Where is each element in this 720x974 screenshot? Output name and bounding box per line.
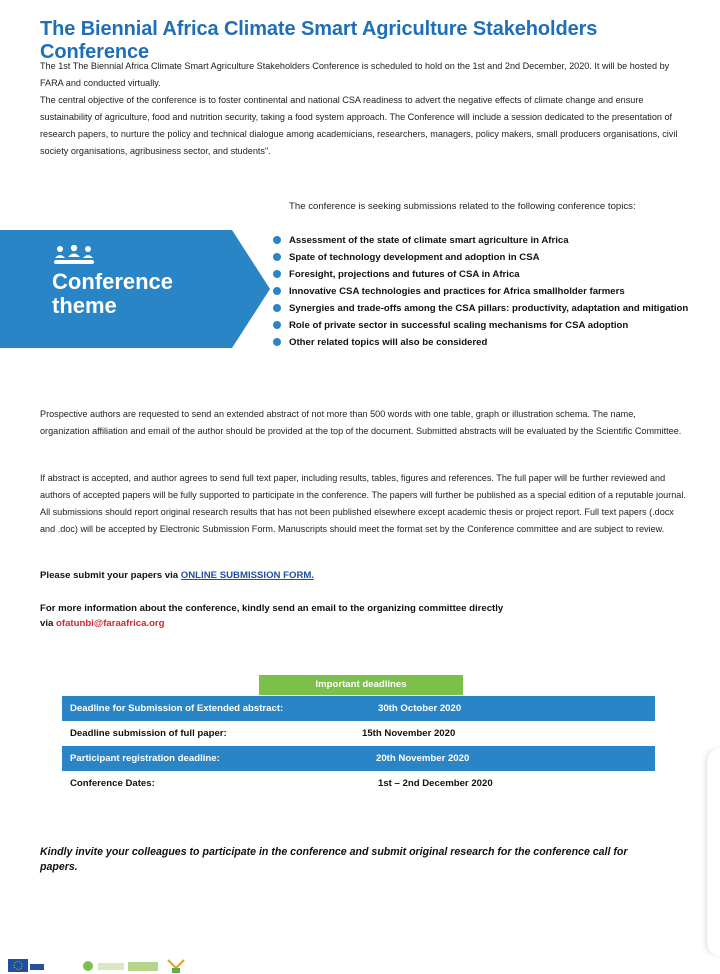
partner-logo-seal	[83, 961, 93, 971]
closing-invitation: Kindly invite your colleagues to participate in the conference and submit original research for the conference call for papers.	[40, 846, 628, 873]
bullet-icon	[273, 270, 281, 278]
bullet-icon	[273, 287, 281, 295]
bullet-icon	[273, 236, 281, 244]
deadlines-table	[62, 696, 655, 796]
contact-prefix: via	[40, 618, 57, 629]
submit-instruction	[40, 570, 314, 581]
bullet-icon	[273, 304, 281, 312]
intro-paragraph-1: The 1st The Biennial Africa Climate Smart Agriculture Stakeholders Conference is scheduled to hold on the 1st and 2nd December, 2020. It will be hosted by FARA and conducted virtually.	[40, 61, 670, 88]
theme-title-line-1: Conference	[52, 269, 174, 294]
contact-email-link[interactable]: ofatunbi@faraafrica.org	[56, 618, 165, 629]
theme-title-line-2: theme	[52, 293, 117, 318]
topic-label: Assessment of the state of climate smart agriculture in Africa	[289, 235, 569, 246]
bullet-icon	[273, 338, 281, 346]
list-item	[272, 266, 704, 283]
submission-paragraph-2: If abstract is accepted, and author agrees to send full text paper, including results, tables, figures and references. The full paper will be further reviewed and authors of accepted papers will be fully supported to participate in the conference. The papers will further be published as a special edition of a reputable journal. All submissions should report original research results that has not been published elsewhere except academic thesis or project report. Full text papers (.docx and .doc) will be accepted by Electronic Submission Form. Manuscripts should meet the format set by the Conference committee and are subject to review.	[40, 473, 686, 534]
eu-flag-logo	[8, 959, 28, 972]
scroll-edge-panel	[706, 748, 720, 956]
topic-list	[272, 232, 704, 351]
deadline-label: Deadline submission of full paper:	[70, 728, 227, 739]
deadlines-header: Important deadlines	[259, 675, 463, 695]
topic-label: Role of private sector in successful scaling mechanisms for CSA adoption	[289, 320, 629, 331]
conference-theme-title	[52, 270, 173, 318]
table-row	[62, 746, 655, 771]
deadline-value: 20th November 2020	[376, 753, 470, 764]
list-item	[272, 317, 704, 334]
bullet-icon	[273, 253, 281, 261]
theme-intro-text: The conference is seeking submissions related to the following conference topics:	[289, 201, 636, 212]
topic-label: Synergies and trade-offs among the CSA pillars: productivity, adaptation and mitigation	[289, 303, 689, 314]
page-title: The Biennial Africa Climate Smart Agriculture Stakeholders Conference	[40, 18, 598, 63]
deadline-value: 1st – 2nd December 2020	[378, 778, 493, 789]
bullet-icon	[273, 321, 281, 329]
topic-label: Innovative CSA technologies and practices for Africa smallholder farmers	[289, 286, 625, 297]
contact-line: For more information about the conference, kindly send an email to the organizing committee directly	[40, 603, 504, 614]
list-item	[272, 249, 704, 266]
partner-logos	[8, 956, 198, 974]
contact-instruction	[40, 601, 680, 631]
deadline-value: 15th November 2020	[362, 728, 456, 739]
submission-paragraph-1: Prospective authors are requested to send an extended abstract of not more than 500 words with one table, graph or illustration schema. The name, organization affiliation and email of the author should be provided at the top of the document. Submitted abstracts will be evaluated by the Scientific Committee.	[40, 409, 682, 436]
table-row	[62, 771, 655, 796]
deadline-label: Conference Dates:	[70, 778, 155, 789]
list-item	[272, 334, 704, 351]
table-row	[62, 721, 655, 746]
topic-label: Spate of technology development and adoption in CSA	[289, 252, 540, 263]
list-item	[272, 232, 704, 249]
people-group-icon	[52, 245, 96, 267]
online-submission-form-link[interactable]: ONLINE SUBMISSION FORM.	[180, 570, 315, 581]
table-row	[62, 696, 655, 721]
deadline-label: Participant registration deadline:	[70, 753, 220, 764]
list-item	[272, 300, 704, 317]
intro-paragraph-2: The central objective of the conference is to foster continental and national CSA readiness to advert the negative effects of climate change and ensure sustainability of agriculture, food and nutrition security, taking a food system approach. The Conference will include a session dedicated to the presentation of research papers, to nurture the policy and technical dialogue among academicians, researchers, managers, policy makers, small producers organisations, civil society organisations, agribusiness sector, and students".	[40, 95, 678, 156]
topic-label: Foresight, projections and futures of CSA in Africa	[289, 269, 520, 280]
deadline-label: Deadline for Submission of Extended abstract:	[70, 703, 284, 714]
partner-logo-mark	[168, 960, 184, 968]
deadline-value: 30th October 2020	[378, 703, 462, 714]
topic-label: Other related topics will also be considered	[289, 337, 488, 348]
submit-prefix: Please submit your papers via	[40, 570, 181, 581]
list-item	[272, 283, 704, 300]
